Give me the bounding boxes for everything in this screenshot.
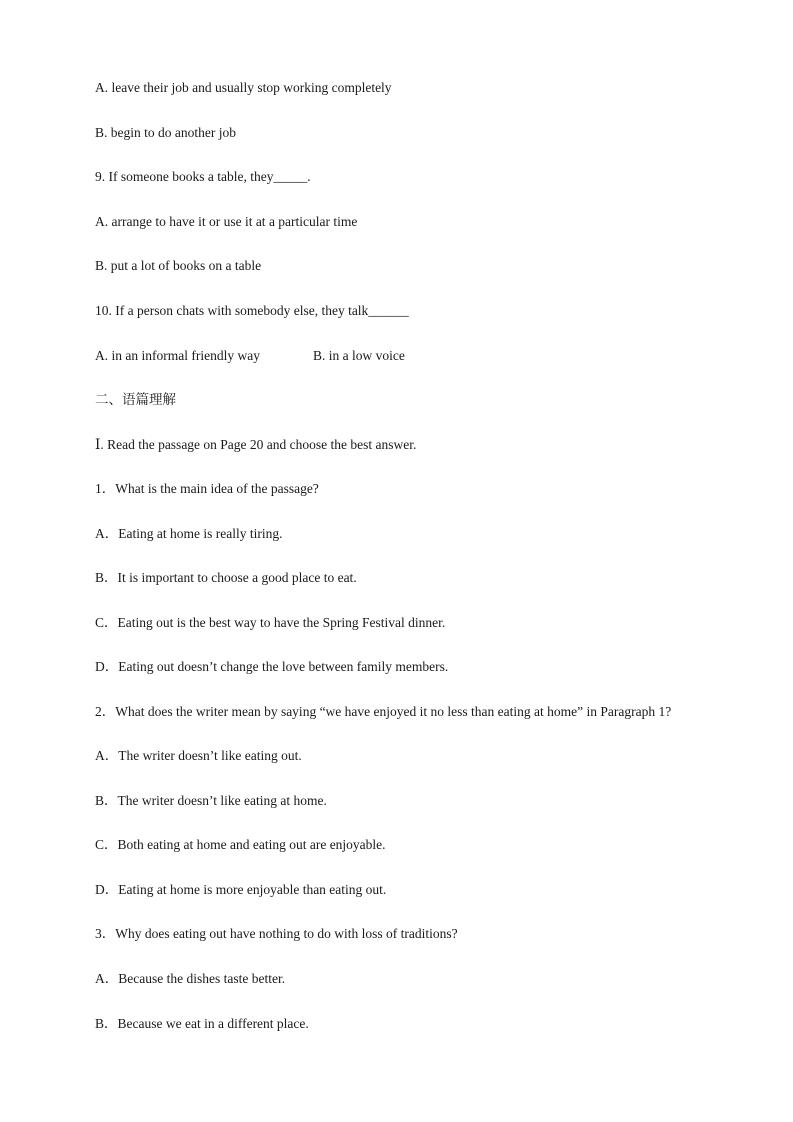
option-3a: A．Because the dishes taste better. <box>95 971 286 986</box>
question-3: 3．Why does eating out have nothing to do with loss of traditions? <box>95 926 458 941</box>
option-10a: A. in an informal friendly way <box>95 348 260 363</box>
option-10b: B. in a low voice <box>312 348 405 363</box>
option-2b: B．The writer doesn’t like eating at home. <box>95 793 327 808</box>
options-10 <box>95 347 405 365</box>
option-2d: D．Eating at home is more enjoyable than eating out. <box>95 882 387 897</box>
section-instruction: Ⅰ. Read the passage on Page 20 and choose the best answer. <box>95 437 417 452</box>
question-2: 2．What does the writer mean by saying “we have enjoyed it no less than eating at home” in Paragraph 1? <box>95 704 672 719</box>
option-2c: C．Both eating at home and eating out are enjoyable. <box>95 837 386 852</box>
section-heading: 二、语篇理解 <box>95 392 176 407</box>
option-1d: D．Eating out doesn’t change the love between family members. <box>95 659 449 674</box>
option-3b: B．Because we eat in a different place. <box>95 1016 309 1031</box>
option-8a: A. leave their job and usually stop working completely <box>95 80 392 95</box>
option-9b: B. put a lot of books on a table <box>95 258 262 273</box>
option-1b: B．It is important to choose a good place to eat. <box>95 570 357 585</box>
question-1: 1．What is the main idea of the passage? <box>95 481 319 496</box>
question-10: 10. If a person chats with somebody else, they talk______ <box>95 303 409 318</box>
option-1a: A．Eating at home is really tiring. <box>95 526 283 541</box>
option-1c: C．Eating out is the best way to have the Spring Festival dinner. <box>95 615 446 630</box>
option-2a: A．The writer doesn’t like eating out. <box>95 748 302 763</box>
option-8b: B. begin to do another job <box>95 125 236 140</box>
question-9: 9. If someone books a table, they_____. <box>95 169 311 184</box>
option-9a: A. arrange to have it or use it at a particular time <box>95 214 358 229</box>
